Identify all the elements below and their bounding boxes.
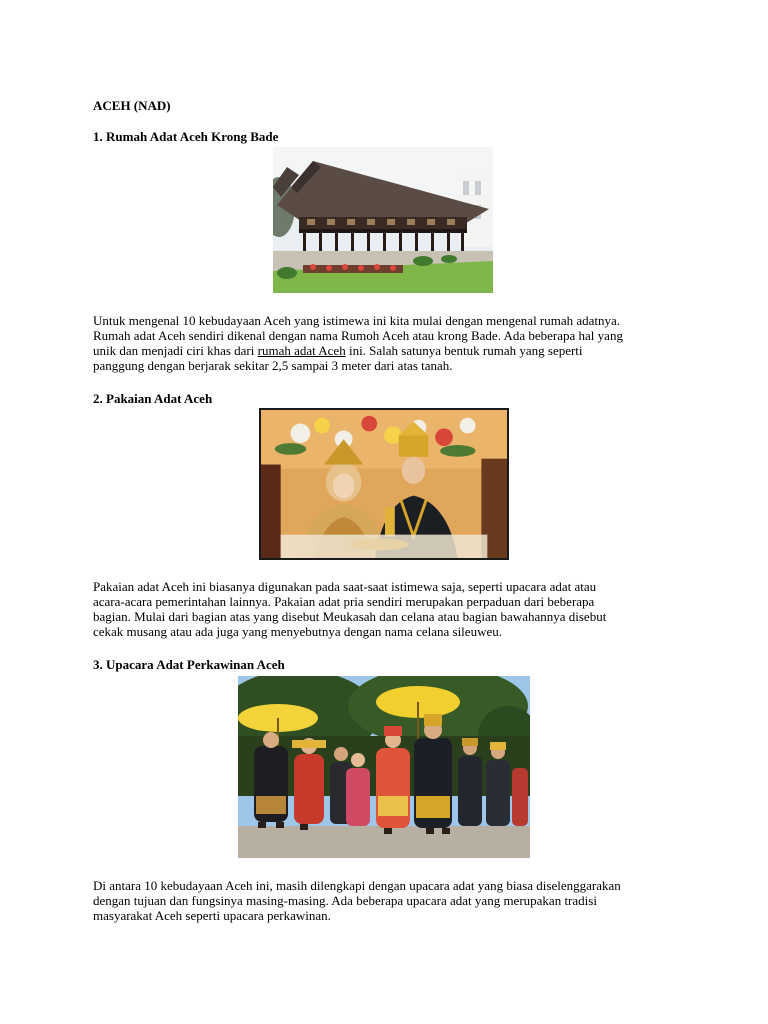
paragraph-line: cekak musang atau ada juga yang menyebutnya dengan nama celana sileuweu. xyxy=(93,624,502,639)
wedding-couple-photo xyxy=(259,408,509,560)
paragraph-line: Rumah adat Aceh sendiri dikenal dengan nama Rumoh Aceh atau krong Bade. Ada beberapa hal yang xyxy=(93,328,623,343)
paragraph-line xyxy=(93,343,683,358)
document-title: ACEH (NAD) xyxy=(93,98,171,113)
section-paragraph-clothing xyxy=(93,579,683,639)
paragraph-text: ini. Salah satunya bentuk rumah yang seperti xyxy=(345,343,583,358)
paragraph-line: dengan tujuan dan fungsinya masing-masing. Ada beberapa upacara adat yang merupakan tradisi xyxy=(93,893,597,908)
section-heading-clothing: 2. Pakaian Adat Aceh xyxy=(93,391,213,406)
section-heading-wedding: 3. Upacara Adat Perkawinan Aceh xyxy=(93,657,285,672)
paragraph-line: panggung dengan berjarak sekitar 2,5 sampai 3 meter dari atas tanah. xyxy=(93,358,453,373)
paragraph-text: unik dan menjadi ciri khas dari xyxy=(93,343,258,358)
paragraph-line: Untuk mengenal 10 kebudayaan Aceh yang istimewa ini kita mulai dengan mengenal rumah adatnya. xyxy=(93,313,621,328)
wedding-procession-photo xyxy=(238,676,530,858)
rumah-adat-aceh-link[interactable]: rumah adat Aceh xyxy=(257,343,346,358)
paragraph-line: bagian. Mulai dari bagian atas yang disebut Meukasah dan celana atau bagian bawahannya disebut xyxy=(93,609,607,624)
section-paragraph-house xyxy=(93,313,683,373)
section-heading-house: 1. Rumah Adat Aceh Krong Bade xyxy=(93,129,279,144)
section-paragraph-wedding xyxy=(93,878,683,923)
paragraph-line: acara-acara pemerintahan lainnya. Pakaian adat pria sendiri merupakan perpaduan dari beberapa xyxy=(93,594,595,609)
traditional-house-photo xyxy=(273,147,493,293)
paragraph-line: masyarakat Aceh seperti upacara perkawinan. xyxy=(93,908,331,923)
paragraph-line: Pakaian adat Aceh ini biasanya digunakan pada saat-saat istimewa saja, seperti upacara adat atau xyxy=(93,579,597,594)
paragraph-line: Di antara 10 kebudayaan Aceh ini, masih dilengkapi dengan upacara adat yang biasa diselenggarakan xyxy=(93,878,621,893)
